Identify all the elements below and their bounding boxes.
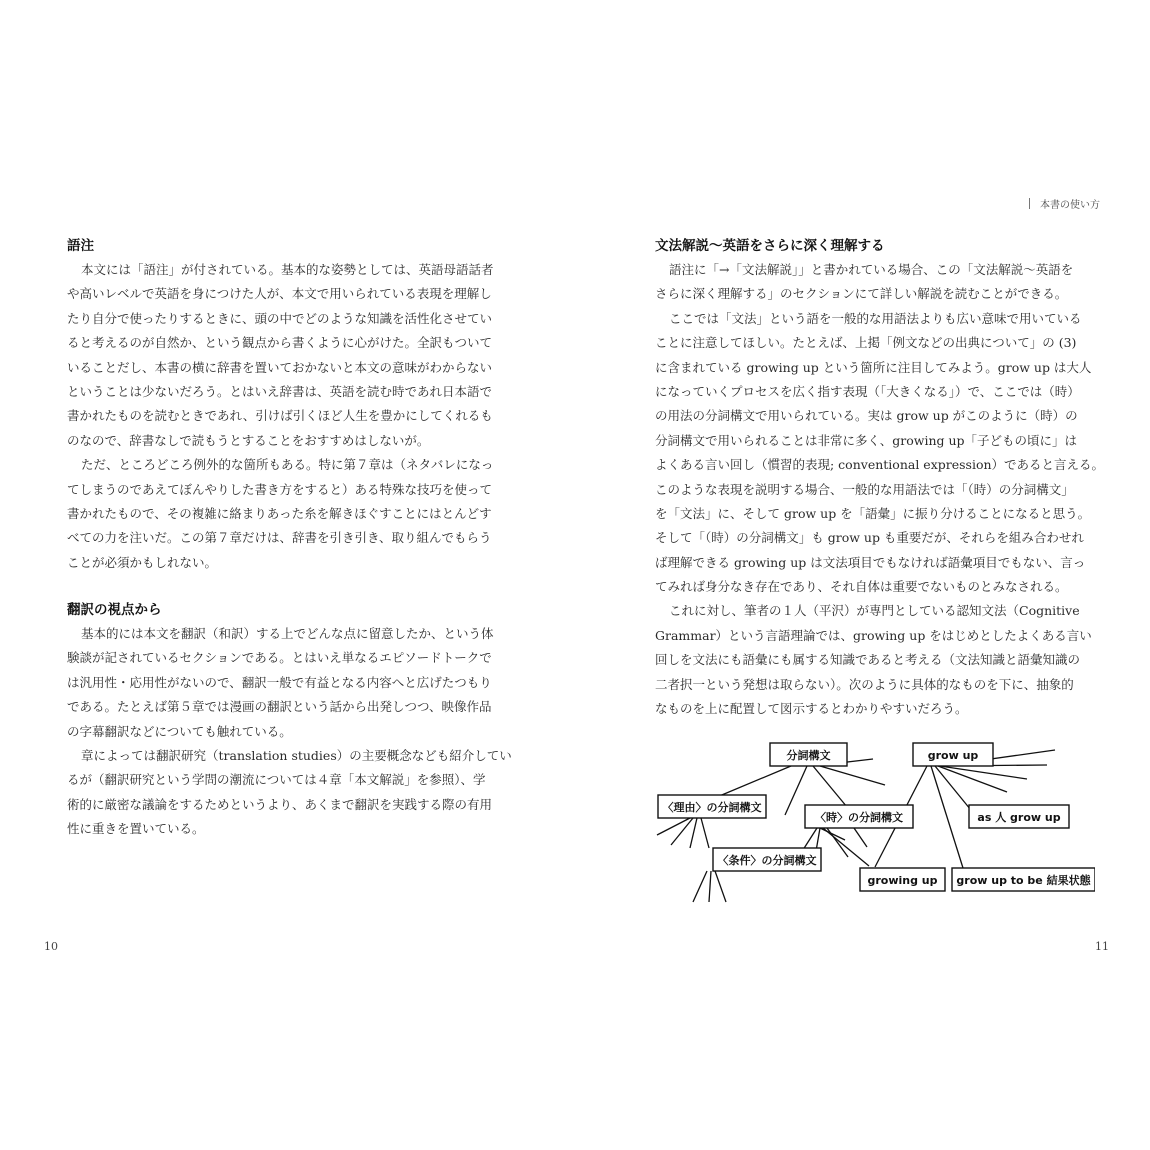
knowledge-diagram [635, 735, 1095, 905]
text-line: ということは少ないだろう。とはいえ辞書は、英語を読む時であれ日本語で [67, 383, 493, 399]
node-condition: 〈条件〉の分詞構文 [717, 854, 817, 867]
text-line: 分詞構文で用いられることは非常に多く、growing up「子どもの頃に」は [655, 432, 1078, 448]
text-line: は汎用性・応用性がないので、翻訳一般で有益となる内容へと広げたつもり [67, 674, 492, 690]
text-line: や高いレベルで英語を身につけた人が、本文で用いられている表現を理解し [67, 286, 492, 302]
text-line: 書かれたものを読むときであれ、引けば引くほど人生を豊かにしてくれるも [67, 408, 493, 424]
text-line: ば理解できる growing up は文法項目でもなければ語彙項目でもない、言っ [655, 554, 1086, 570]
running-header [1029, 196, 1134, 211]
page-number-left: 10 [44, 940, 58, 953]
node-grow-up: grow up [927, 749, 979, 762]
node-to-be: grow up to be 結果状態 [956, 874, 1091, 887]
text-line: てみれば身分なき存在であり、それ自体は重要でないものとみなされる。 [655, 579, 1068, 595]
text-line: これに対し、筆者の１人（平沢）が専門としている認知文法（Cognitive [669, 603, 1080, 619]
text-line: の字幕翻訳などについても触れている。 [67, 723, 292, 739]
text-line: なものを上に配置して図示するとわかりやすいだろう。 [655, 701, 968, 717]
right-page [575, 0, 1150, 1150]
node-reason: 〈理由〉の分詞構文 [662, 801, 762, 814]
translation-body [67, 622, 517, 842]
text-line: ことが必須かもしれない。 [67, 554, 218, 570]
text-line: 術的に厳密な議論をするためというより、あくまで翻訳を実践する際の有用 [67, 796, 493, 812]
header-rule [1029, 198, 1030, 209]
text-line: 書かれたもので、その複雑に絡まりあった糸を解きほぐすことにはとんどす [67, 505, 492, 521]
notes-body [67, 258, 517, 575]
node-growing-up: growing up [867, 874, 938, 887]
text-line: よくある言い回し（慣習的表現; conventional expression）であると言える。 [655, 457, 1105, 473]
text-line: るが（翻訳研究という学問の潮流については４章「本文解説」を参照）、学 [67, 772, 486, 788]
text-line: 回しを文法にも語彙にも属する知識であると考える（文法知識と語彙知識の [655, 652, 1081, 668]
text-line: 語注に「→「文法解説」」と書かれている場合、この「文法解説～英語を [669, 262, 1074, 277]
text-line: いることだし、本書の横に辞書を置いておかないと本文の意味がわからない [67, 359, 493, 375]
text-line: ことに注意してほしい。たとえば、上掲「例文などの出典について」の (3) [655, 335, 1077, 351]
text-line: 基本的には本文を翻訳（和訳）する上でどんな点に留意したか、という体 [81, 626, 494, 641]
text-line: ただ、ところどころ例外的な箇所もある。特に第７章は（ネタバレになっ [81, 457, 494, 473]
text-line: の用法の分詞構文で用いられている。実は grow up がこのように（時）の [655, 408, 1078, 424]
text-line: になっていくプロセスを広く指す表現（「大きくなる」）で、ここでは（時） [655, 383, 1080, 399]
text-line: を「文法」に、そして grow up を「語彙」に振り分けることになると思う。 [655, 505, 1091, 521]
text-line: ると考えるのが自然か、という観点から書くように心がけた。全訳もついて [67, 335, 493, 351]
text-line: に含まれている growing up という箇所に注目してみよう。grow up は大人 [655, 359, 1092, 375]
text-line: そして「（時）の分詞構文」も grow up も重要だが、それらを組み合わせれ [655, 530, 1084, 546]
section-heading-translation: 翻訳の視点から [67, 602, 162, 618]
node-as-adult: as 人 grow up [977, 811, 1061, 824]
node-time: 〈時〉の分詞構文 [815, 811, 903, 824]
section-heading-grammar: 文法解説～英語をさらに深く理解する [655, 238, 885, 254]
text-line: のなので、辞書なしで読もうとすることをおすすめはしないが。 [67, 432, 430, 448]
running-header-text: 本書の使い方 [1040, 200, 1100, 211]
text-line: ここでは「文法」という語を一般的な用語法よりも広い意味で用いている [669, 310, 1082, 326]
text-line: べての力を注いだ。この第７章だけは、辞書を引き引き、取り組んでもらう [67, 530, 492, 546]
text-line: このような表現を説明する場合、一般的な用語法では「（時）の分詞構文」 [655, 481, 1074, 497]
text-line: 性に重きを置いている。 [67, 821, 205, 837]
text-line: てしまうのであえてぼんやりした書き方をすると）ある特殊な技巧を使って [67, 481, 493, 497]
text-line: 本文には「語注」が付されている。基本的な姿勢としては、英語母語話者 [81, 262, 494, 277]
page-number-right: 11 [1095, 940, 1109, 953]
text-line: 章によっては翻訳研究（translation studies）の主要概念なども紹介してい [81, 747, 512, 763]
section-heading-notes: 語注 [67, 238, 94, 254]
grammar-body [655, 258, 1105, 721]
text-line: たり自分で使ったりするときに、頭の中でどのような知識を活性化させてい [67, 310, 493, 326]
text-line: 験談が記されているセクションである。とはいえ単なるエピソードトークで [67, 650, 492, 666]
text-line: Grammar）という言語理論では、growing up をはじめとしたよくある言い [655, 627, 1092, 643]
text-line: である。たとえば第５章では漫画の翻訳という話から出発しつつ、映像作品 [67, 699, 492, 715]
text-line: 二者択一という発想は取らない）。次のように具体的なものを下に、抽象的 [655, 676, 1074, 692]
text-line: さらに深く理解する」のセクションにて詳しい解説を読むことができる。 [655, 286, 1068, 302]
node-participle: 分詞構文 [786, 749, 831, 762]
